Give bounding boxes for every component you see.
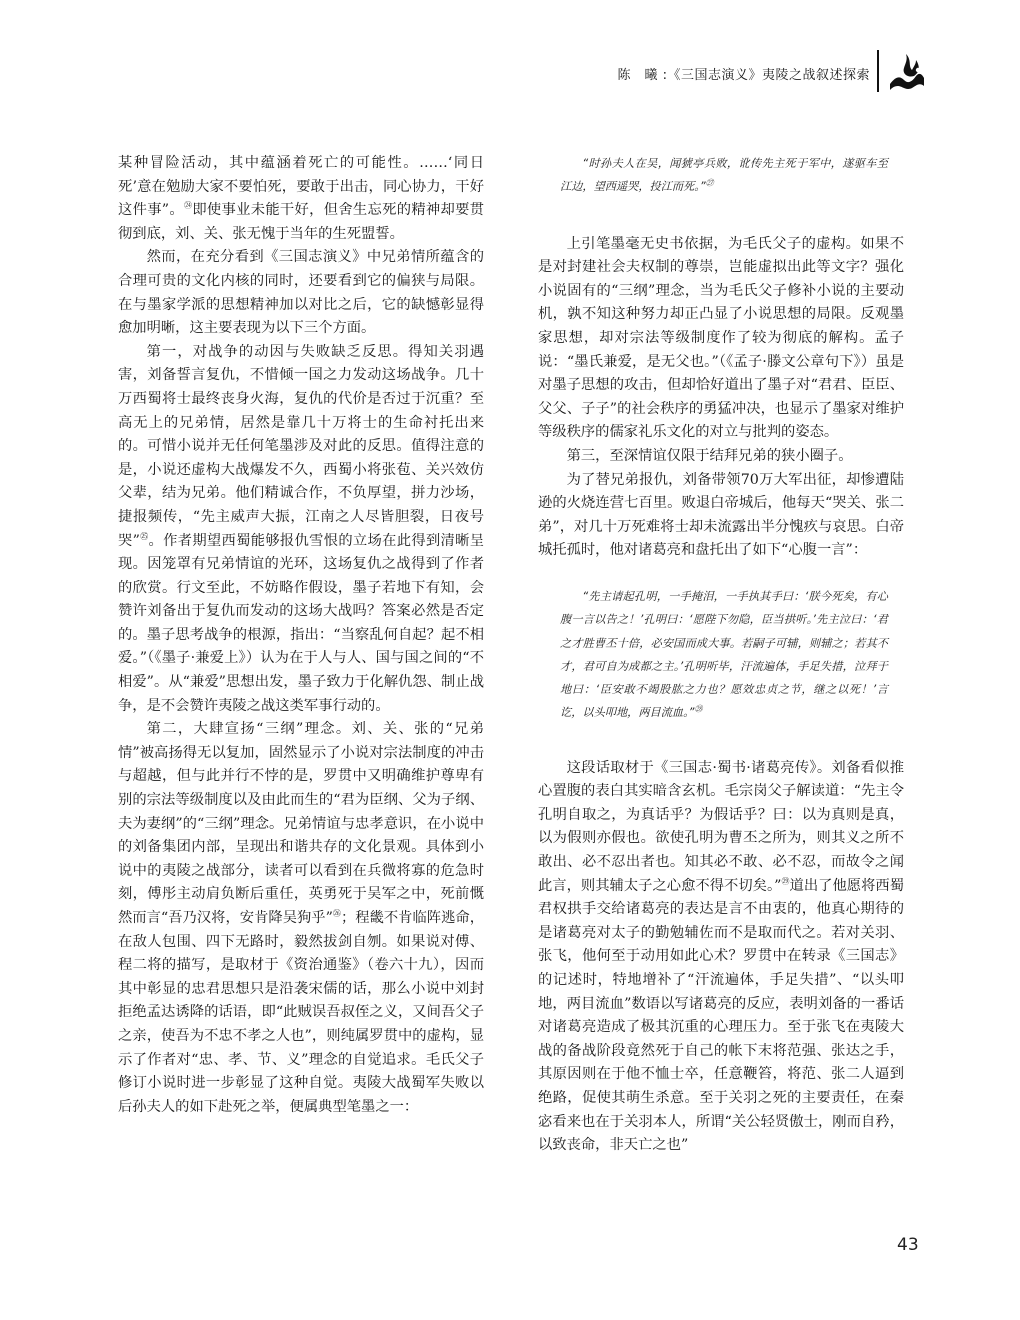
paragraph: 这段话取材于《三国志·蜀书·诸葛亮传》。刘备看似推心置腹的表白其实暗含玄机。毛宗岗父子解读道：“先主令孔明自取之，为真话乎？为假话乎？曰：以为真则是真，以为假则亦假也。欲使孔明为曹丕之所为，则其义之所不敢出、必不忍出者也。知其必不敢、必不忍，而故令之闻此言，则其辅太子之心愈不得不切矣。”$^㉙$道出了他愿将西蜀君权拱手交给诸葛亮的表达是言不由衷的，他真心期待的是诸葛亮对太子的勤勉辅佐而不是取而代之。若对关羽、张飞，他何至于动用如此心术？罗贯中在转录《三国志》的记述时，特地增补了“汗流遍体，手足失措”、“以头叩地，两目流血”数语以写诸葛亮的反应，表明刘备的一番话对诸葛亮造成了极其沉重的心理压力。至于张飞在夷陵大战的备战阶段竟然死于自己的帐下末将范强、张达之手，其原因则在于他不恤士卒，任意鞭笞，将范、张二人逼到绝路，促使其萌生杀意。至于关羽之死的主要责任，在秦宓看来也在于关羽本人，所谓“关公轻贤傲士，刚而自矜，以致丧命，非天亡之也” xyxy=(538,759,904,1154)
paragraph: 上引笔墨毫无史书依据，为毛氏父子的虚构。如果不是对封建社会夫权制的尊崇，岂能虚拟出此等文字？强化小说固有的“三纲”理念，当为毛氏父子修补小说的主要动机，孰不知这种努力却正凸显了小说思想的局限。反观墨家思想，却对宗法等级制度作了较为彻底的解构。孟子说：“墨氏兼爱，是无父也。”（《孟子·滕文公章句下》）虽是对墨子思想的攻击，但却恰好道出了墨子对“君君、臣臣、父父、子子”的社会秩序的勇猛冲决，也显示了墨家对维护等级秩序的儒家礼乐文化的对立与批判的姿态。 xyxy=(538,235,904,441)
left-column xyxy=(118,152,484,1119)
paragraph: 第三，至深情谊仅限于结拜兄弟的狭小圈子。 xyxy=(566,447,853,464)
block-quote: “先主请起孔明，一手掩泪，一手执其手曰：‘朕今死矣，有心腹一言以告之！’孔明曰：‘愿陛下勿隐，臣当拱听。’先主泣曰：‘君之才胜曹丕十倍，必安国而成大事。若嗣子可辅，则辅之；若其不才，君可自为成都之主。’孔明听毕，汗流遍体，手足失措，泣拜于地曰：‘臣安敢不竭股肱之力也？愿效忠贞之节，继之以死！’言讫，以头叩地，两目流血。”$^㉘$ xyxy=(560,589,888,720)
footnote-marker: ㉖ xyxy=(332,909,341,919)
wave-flame-logo-icon xyxy=(886,46,928,96)
paragraph: 某种冒险活动，其中蕴涵着死亡的可能性。……‘同日死’意在勉励大家不要怕死，要敢于出击，同心协力，干好这件事”。$^㉔$即使事业未能干好，但舍生忘死的精神却要贯彻到底，刘、关、张无愧于当年的生死盟誓。 xyxy=(118,155,485,242)
footnote-marker: ㉔ xyxy=(184,201,193,211)
paragraph: 第一，对战争的动因与失败缺乏反思。得知关羽遇害，刘备誓言复仇，不惜倾一国之力发动这场战争。几十万西蜀将士最终丧身火海，复仇的代价是否过于沉重？至高无上的兄弟情，居然是靠几十万将士的生命衬托出来的。可惜小说并无任何笔墨涉及对此的反思。值得注意的是，小说还虚构大战爆发不久，西蜀小将张苞、关兴效仿父辈，结为兄弟。他们精诚合作，不负厚望，拼力沙场，捷报频传，“先主威声大振，江南之人尽皆胆裂，日夜号哭”$^㉕$。作者期望西蜀能够报仇雪恨的立场在此得到清晰呈现。因笼罩有兄弟情谊的光环，这场复仇之战得到了作者的欣赏。行文至此，不妨略作假设，墨子若地下有知，会赞许刘备出于复仇而发动的这场大战吗？答案必然是否定的。墨子思考战争的根源，指出：“当察乱何自起？起不相爱。”（《墨子·兼爱上》）认为在于人与人、国与国之间的“不相爱”。从“兼爱”思想出发，墨子致力于化解仇怨、制止战争，是不会赞许夷陵之战这类军事行动的。 xyxy=(118,343,485,714)
block-quote: “时孙夫人在吴，闻猇亭兵败，讹传先主死于军中，遂驱车至江边，望西遥哭，投江而死。”$^㉗$ xyxy=(560,157,888,194)
paragraph: 然而，在充分看到《三国志演义》中兄弟情所蕴含的合理可贵的文化内核的同时，还要看到它的偏狭与局限。在与墨家学派的思想精神加以对比之后，它的缺憾彰显得愈加明晰，这主要表现为以下三个方面。 xyxy=(118,249,484,337)
page-number: 43 xyxy=(897,1235,919,1255)
header-divider xyxy=(877,50,879,92)
footnote-marker: ㉘ xyxy=(694,704,703,714)
paragraph: 为了替兄弟报仇，刘备带领70万大军出征，却惨遭陆逊的火烧连营七百里。败退白帝城后，他每天“哭关、张二弟”，对几十万死难将士却未流露出半分愧疚与哀思。白帝城托孤时，他对诸葛亮和盘托出了如下“心腹一言”： xyxy=(538,471,904,559)
running-header: 陈 曦 :《三国志演义》夷陵之战叙述探索 xyxy=(617,68,870,83)
right-column xyxy=(538,152,904,1158)
paragraph: 第二，大肆宣扬“三纲”理念。刘、关、张的“兄弟情”被高扬得无以复加，固然显示了小说对宗法制度的冲击与超越，但与此并行不悖的是，罗贯中又明确维护尊卑有别的宗法等级制度以及由此而生的“君为臣纲、父为子纲、夫为妻纲”的“三纲”理念。兄弟情谊与忠孝意识，在小说中的刘备集团内部，呈现出和谐共存的文化景观。具体到小说中的夷陵之战部分，读者可以看到在兵微将寡的危急时刻，傅彤主动肩负断后重任，英勇死于吴军之中，死前慨然而言“吾乃汉将，安肯降吴狗乎”$^㉖$；程畿不肯临阵逃命，在敌人包围、四下无路时，毅然拔剑自刎。如果说对傅、程二将的描写，是取材于《资治通鉴》（卷六十九），因而其中彰显的忠君思想只是沿袭宋儒的话，那么小说中刘封拒绝孟达诱降的话语，即“此贼误吾叔侄之义，又间吾父子之亲，使吾为不忠不孝之人也”，则纯属罗贯中的虚构，显示了作者对“忠、孝、节、义”理念的自觉追求。毛氏父子修订小说时进一步彰显了这种自觉。夷陵大战蜀军失败以后孙夫人的如下赴死之举，便属典型笔墨之一： xyxy=(118,721,485,1115)
footnote-marker: ㉗ xyxy=(705,178,714,188)
footnote-marker: ㉙ xyxy=(781,876,790,886)
footnote-marker: ㉕ xyxy=(139,531,149,541)
